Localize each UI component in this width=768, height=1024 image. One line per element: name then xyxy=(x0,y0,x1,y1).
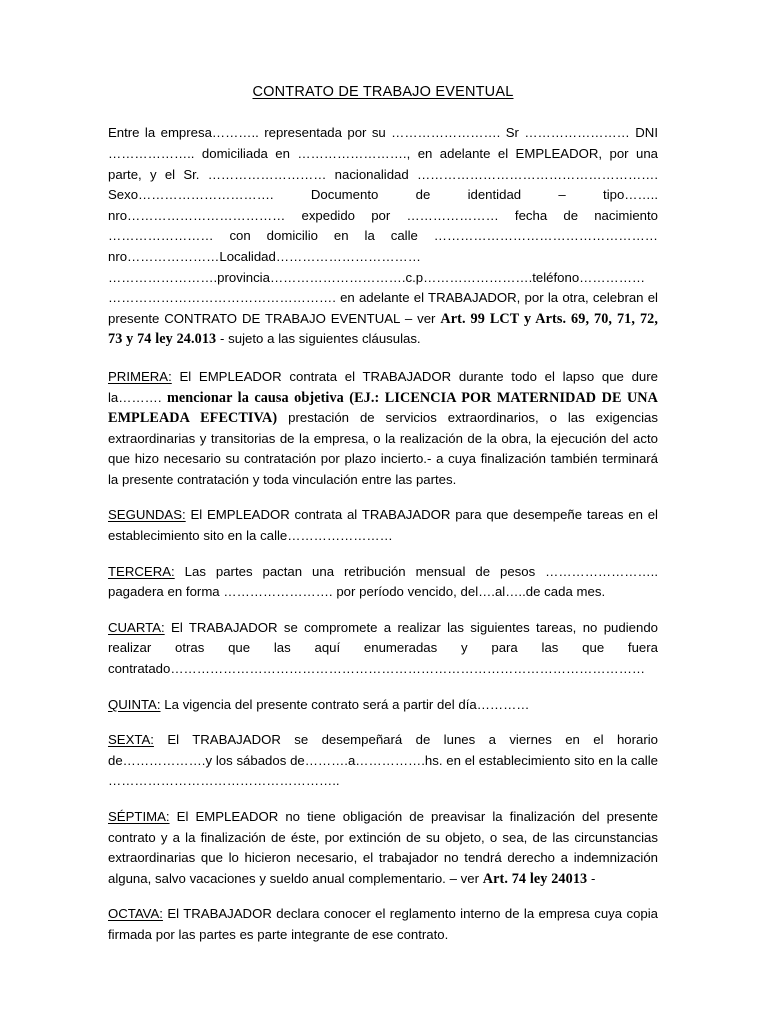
clause-septima-text-before: El EMPLEADOR no tiene obligación de preavisar la finalización del presente contrato y a la finalización de éste, por extinción de su objeto, o sea, de las circunstancias extraordinarias que lo hicieron necesario, el trabajador no tendrá derecho a indemnización alguna, salvo vacaciones y sueldo anual complementario. – ver xyxy=(108,809,658,886)
clause-quinta-text: La vigencia del presente contrato será a partir del día………… xyxy=(160,696,530,712)
clause-primera-text-before: El EMPLEADOR contrata el TRABAJADOR durante todo el lapso que dure la………. xyxy=(108,368,658,405)
clause-quinta-label: QUINTA: xyxy=(108,696,161,712)
clause-septima-emphasis: Art. 74 ley 24013 xyxy=(482,870,588,887)
clause-cuarta-label: CUARTA: xyxy=(108,619,165,635)
clause-octava-label: OCTAVA: xyxy=(108,906,163,922)
clause-sexta-text: El TRABAJADOR se desempeñará de lunes a viernes en el horario de……………….y los sábados de……….a…………….hs. en el establecimiento sito en la calle …………………………………………….. xyxy=(108,732,658,789)
clause-quinta xyxy=(108,695,658,716)
clause-septima-text-after: - xyxy=(587,870,596,886)
clause-octava xyxy=(108,904,658,945)
clause-primera-emphasis: mencionar la causa objetiva (EJ.: LICENCIA POR MATERNIDAD DE UNA EMPLEADA EFECTIVA) xyxy=(108,389,658,427)
clause-primera xyxy=(108,367,658,491)
clause-septima xyxy=(108,807,658,889)
clause-tercera-text: Las partes pactan una retribución mensual de pesos …………………….. pagadera en forma ……………………. por período vencido, del….al…..de cada mes. xyxy=(108,563,658,600)
clause-octava-text: El TRABAJADOR declara conocer el reglamento interno de la empresa cuya copia firmada por las partes es parte integrante de ese contrato. xyxy=(108,906,658,942)
clause-sexta-label: SEXTA: xyxy=(108,732,154,748)
intro-text-part-1: Entre la empresa……….. representada por su ……………………. Sr …………………… DNI ……………….. domiciliada en ……………………., en adelante el EMPLEADOR, por una parte, y el Sr. ……………………… nacionalidad ………………………………………………. Sexo…………………………. Documento de identidad – tipo…….. nro……………………………… expedido por ………………… fecha de nacimiento …………………… con domicilio en la calle ……………………………………………nro…………………Localidad…………………………… …………………….provincia………………………….c.p…………………….teléfono…………… ……………………………………………. en adelante el TRABAJADOR, por la otra, celebran el presente CONTRATO DE TRABAJO EVENTUAL – ver xyxy=(108,125,658,326)
clause-septima-label: SÉPTIMA: xyxy=(108,809,170,825)
clause-tercera xyxy=(108,562,658,603)
page-title xyxy=(108,84,658,101)
intro-text-part-2: - sujeto a las siguientes cláusulas. xyxy=(216,331,421,347)
clause-tercera-label: TERCERA: xyxy=(108,563,175,579)
page-title-text: CONTRATO DE TRABAJO EVENTUAL xyxy=(252,84,514,100)
clause-cuarta xyxy=(108,618,658,680)
clause-primera-label: PRIMERA: xyxy=(108,368,172,384)
clause-segundas xyxy=(108,505,658,546)
intro-paragraph xyxy=(108,123,658,350)
clause-segundas-label: SEGUNDAS: xyxy=(108,507,186,523)
clause-segundas-text: El EMPLEADOR contrata al TRABAJADOR para que desempeñe tareas en el establecimiento sito en la calle…………………… xyxy=(108,507,658,544)
clause-primera-text-after: prestación de servicios extraordinarios, o las exigencias extraordinarias y transitorias de la empresa, o la realización de la obra, la ejecución del acto que hizo necesario su contratación por plazo incierto.- a cuya finalización también terminará la presente contratación y toda vinculación entre las partes. xyxy=(108,410,658,487)
intro-legal-reference: Art. 99 LCT y Arts. 69, 70, 71, 72, 73 y 74 ley 24.013 xyxy=(108,310,658,348)
clause-cuarta-text: El TRABAJADOR se compromete a realizar las siguientes tareas, no pudiendo realizar otras que las aquí enumeradas y para las que fuera contratado……………………………………………………………………………………………… xyxy=(108,619,658,677)
clause-sexta xyxy=(108,730,658,792)
